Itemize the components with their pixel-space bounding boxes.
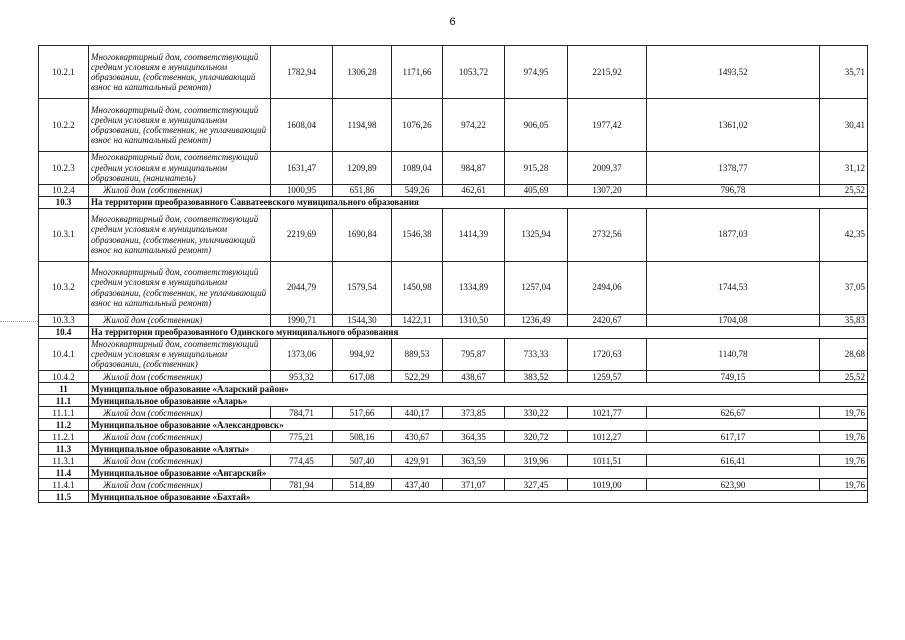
table-body: [39, 46, 868, 503]
section-title: Муниципальное образование «Аларь»: [89, 395, 868, 407]
row-description: Многоквартирный дом, соответствующий средним условиям в муниципальном образовании, (собственник, не уплачивающий взнос на капитальный ремонт): [89, 261, 271, 314]
value-cell: 2420,67: [568, 314, 647, 326]
value-cell: 430,67: [392, 431, 443, 443]
row-code: 11: [39, 383, 89, 395]
value-cell: 617,08: [333, 371, 392, 383]
value-cell: 774,45: [271, 455, 333, 467]
row-description: Многоквартирный дом, соответствующий средним условиям в муниципальном образовании, (собственник, не уплачивающий взнос на капитальный ремонт): [89, 99, 271, 152]
table-row: [39, 431, 868, 443]
row-code: 11.2: [39, 419, 89, 431]
value-cell: 1422,11: [392, 314, 443, 326]
value-cell: 42,35: [820, 208, 868, 261]
table-row: [39, 407, 868, 419]
value-cell: 1307,20: [568, 184, 647, 196]
value-cell: 2494,06: [568, 261, 647, 314]
row-code: 10.4: [39, 326, 89, 338]
section-title: Муниципальное образование «Ангарский»: [89, 467, 868, 479]
value-cell: 383,52: [505, 371, 568, 383]
value-cell: 1414,39: [443, 208, 505, 261]
value-cell: 319,96: [505, 455, 568, 467]
value-cell: 522,29: [392, 371, 443, 383]
section-row: [39, 443, 868, 455]
table-row: [39, 314, 868, 326]
value-cell: 1544,30: [333, 314, 392, 326]
value-cell: 19,76: [820, 479, 868, 491]
value-cell: 37,05: [820, 261, 868, 314]
value-cell: 320,72: [505, 431, 568, 443]
value-cell: 2215,92: [568, 46, 647, 99]
value-cell: 1720,63: [568, 338, 647, 371]
value-cell: 994,92: [333, 338, 392, 371]
value-cell: 462,61: [443, 184, 505, 196]
value-cell: 651,86: [333, 184, 392, 196]
value-cell: 1019,00: [568, 479, 647, 491]
value-cell: 1171,66: [392, 46, 443, 99]
row-code: 11.3.1: [39, 455, 89, 467]
value-cell: 784,71: [271, 407, 333, 419]
value-cell: 405,69: [505, 184, 568, 196]
row-code: 11.3: [39, 443, 89, 455]
value-cell: 1236,49: [505, 314, 568, 326]
row-code: 10.2.4: [39, 184, 89, 196]
value-cell: 1000,95: [271, 184, 333, 196]
row-code: 10.2.2: [39, 99, 89, 152]
value-cell: 2044,79: [271, 261, 333, 314]
value-cell: 2732,56: [568, 208, 647, 261]
value-cell: 1325,94: [505, 208, 568, 261]
row-code: 11.5: [39, 491, 89, 503]
value-cell: 749,15: [647, 371, 820, 383]
row-code: 10.3: [39, 196, 89, 208]
value-cell: 364,35: [443, 431, 505, 443]
value-cell: 19,76: [820, 407, 868, 419]
value-cell: 1011,51: [568, 455, 647, 467]
section-row: [39, 383, 868, 395]
value-cell: 1209,89: [333, 152, 392, 185]
value-cell: 623,90: [647, 479, 820, 491]
row-description: Жилой дом (собственник): [89, 479, 271, 491]
section-title: Муниципальное образование «Александровск»: [89, 419, 868, 431]
value-cell: 507,40: [333, 455, 392, 467]
row-code: 10.2.3: [39, 152, 89, 185]
value-cell: 28,68: [820, 338, 868, 371]
value-cell: 1977,42: [568, 99, 647, 152]
row-code: 10.3.3: [39, 314, 89, 326]
value-cell: 1257,04: [505, 261, 568, 314]
value-cell: 733,33: [505, 338, 568, 371]
table-row: [39, 99, 868, 152]
value-cell: 31,12: [820, 152, 868, 185]
table-row: [39, 152, 868, 185]
row-code: 10.3.2: [39, 261, 89, 314]
section-row: [39, 196, 868, 208]
value-cell: 1744,53: [647, 261, 820, 314]
value-cell: 1546,38: [392, 208, 443, 261]
value-cell: 953,32: [271, 371, 333, 383]
value-cell: 1782,94: [271, 46, 333, 99]
row-code: 10.3.1: [39, 208, 89, 261]
table-row: [39, 184, 868, 196]
row-code: 10.2.1: [39, 46, 89, 99]
value-cell: 795,87: [443, 338, 505, 371]
value-cell: 2219,69: [271, 208, 333, 261]
value-cell: 438,67: [443, 371, 505, 383]
table-row: [39, 46, 868, 99]
value-cell: 775,21: [271, 431, 333, 443]
value-cell: 1053,72: [443, 46, 505, 99]
table-row: [39, 479, 868, 491]
value-cell: 781,94: [271, 479, 333, 491]
row-description: Жилой дом (собственник): [89, 371, 271, 383]
row-code: 10.4.2: [39, 371, 89, 383]
section-row: [39, 419, 868, 431]
row-description: Жилой дом (собственник): [89, 431, 271, 443]
value-cell: 1877,03: [647, 208, 820, 261]
value-cell: 626,67: [647, 407, 820, 419]
row-code: 11.4.1: [39, 479, 89, 491]
section-row: [39, 467, 868, 479]
row-description: Жилой дом (собственник): [89, 407, 271, 419]
value-cell: 889,53: [392, 338, 443, 371]
value-cell: 1450,98: [392, 261, 443, 314]
value-cell: 796,78: [647, 184, 820, 196]
row-description: Жилой дом (собственник): [89, 314, 271, 326]
value-cell: 1194,98: [333, 99, 392, 152]
value-cell: 1373,06: [271, 338, 333, 371]
value-cell: 25,52: [820, 371, 868, 383]
value-cell: 514,89: [333, 479, 392, 491]
table-row: [39, 371, 868, 383]
value-cell: 549,26: [392, 184, 443, 196]
row-code: 11.4: [39, 467, 89, 479]
value-cell: 1021,77: [568, 407, 647, 419]
table-row: [39, 455, 868, 467]
value-cell: 1704,08: [647, 314, 820, 326]
row-description: Многоквартирный дом, соответствующий средним условиям в муниципальном образовании, (собственник, уплачивающий взнос на капитальный ремонт): [89, 46, 271, 99]
value-cell: 517,66: [333, 407, 392, 419]
row-description: Многоквартирный дом, соответствующий средним условиям в муниципальном образовании, (собственник, уплачивающий взнос на капитальный ремонт): [89, 208, 271, 261]
value-cell: 974,22: [443, 99, 505, 152]
row-code: 11.2.1: [39, 431, 89, 443]
value-cell: 1631,47: [271, 152, 333, 185]
value-cell: 373,85: [443, 407, 505, 419]
value-cell: 30,41: [820, 99, 868, 152]
value-cell: 1306,28: [333, 46, 392, 99]
table-row: [39, 208, 868, 261]
value-cell: 1608,04: [271, 99, 333, 152]
value-cell: 429,91: [392, 455, 443, 467]
row-code: 11.1.1: [39, 407, 89, 419]
value-cell: 35,71: [820, 46, 868, 99]
row-code: 10.4.1: [39, 338, 89, 371]
section-title: Муниципальное образование «Аларский район»: [89, 383, 868, 395]
section-title: На территории преобразованного Савватеевского муниципального образования: [89, 196, 868, 208]
value-cell: 440,17: [392, 407, 443, 419]
value-cell: 1690,84: [333, 208, 392, 261]
value-cell: 984,87: [443, 152, 505, 185]
value-cell: 1378,77: [647, 152, 820, 185]
row-description: Жилой дом (собственник): [89, 184, 271, 196]
row-code: 11.1: [39, 395, 89, 407]
value-cell: 19,76: [820, 455, 868, 467]
section-title: Муниципальное образование «Аляты»: [89, 443, 868, 455]
value-cell: 25,52: [820, 184, 868, 196]
value-cell: 35,83: [820, 314, 868, 326]
value-cell: 371,07: [443, 479, 505, 491]
value-cell: 616,41: [647, 455, 820, 467]
margin-mark: [0, 321, 38, 322]
page-number: 6: [449, 16, 456, 28]
value-cell: 915,28: [505, 152, 568, 185]
table-row: [39, 261, 868, 314]
row-description: Многоквартирный дом, соответствующий средним условиям в муниципальном образовании, (собственник): [89, 338, 271, 371]
value-cell: 1334,89: [443, 261, 505, 314]
value-cell: 617,17: [647, 431, 820, 443]
value-cell: 508,16: [333, 431, 392, 443]
value-cell: 1076,26: [392, 99, 443, 152]
row-description: Жилой дом (собственник): [89, 455, 271, 467]
section-row: [39, 395, 868, 407]
section-title: Муниципальное образование «Бахтай»: [89, 491, 868, 503]
value-cell: 437,40: [392, 479, 443, 491]
section-row: [39, 326, 868, 338]
value-cell: 1990,71: [271, 314, 333, 326]
table-row: [39, 338, 868, 371]
value-cell: 330,22: [505, 407, 568, 419]
value-cell: 1140,78: [647, 338, 820, 371]
value-cell: 1089,04: [392, 152, 443, 185]
value-cell: 19,76: [820, 431, 868, 443]
tariff-table: [38, 45, 868, 503]
value-cell: 1259,57: [568, 371, 647, 383]
row-description: Многоквартирный дом, соответствующий средним условиям в муниципальном образовании, (наниматель): [89, 152, 271, 185]
section-title: На территории преобразованного Одинского муниципального образования: [89, 326, 868, 338]
value-cell: 363,59: [443, 455, 505, 467]
value-cell: 906,05: [505, 99, 568, 152]
value-cell: 1493,52: [647, 46, 820, 99]
value-cell: 1579,54: [333, 261, 392, 314]
value-cell: 2009,37: [568, 152, 647, 185]
value-cell: 1310,50: [443, 314, 505, 326]
value-cell: 1361,02: [647, 99, 820, 152]
value-cell: 327,45: [505, 479, 568, 491]
value-cell: 1012,27: [568, 431, 647, 443]
section-row: [39, 491, 868, 503]
value-cell: 974,95: [505, 46, 568, 99]
